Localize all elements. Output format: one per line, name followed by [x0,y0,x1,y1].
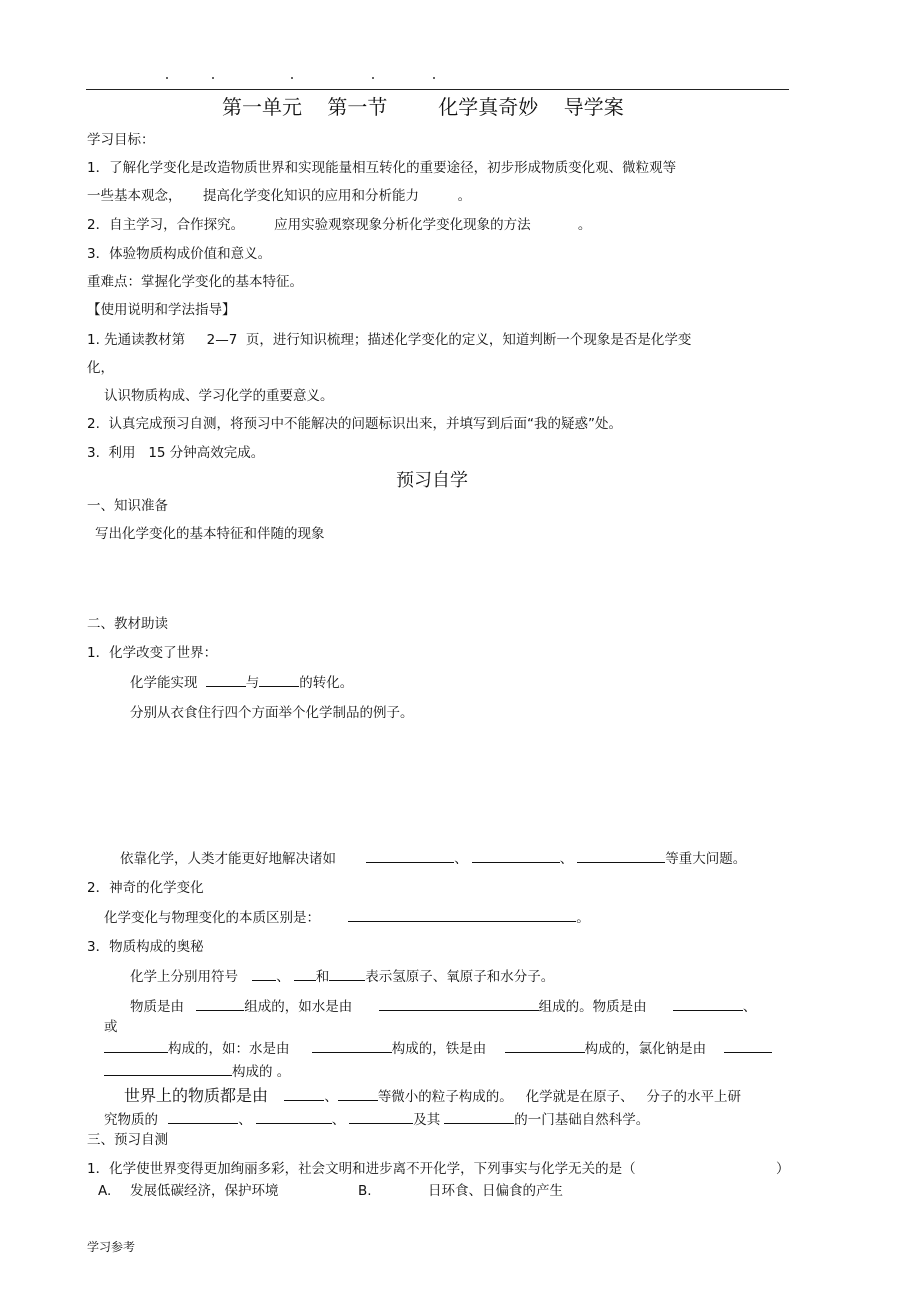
sep: 、 [559,851,574,867]
q3-line2 [130,998,756,1016]
sep: 、 [742,999,757,1015]
blank[interactable] [206,674,246,687]
q2-title: 2．神奇的化学变化 [87,880,204,896]
mc1-option-a-label: A. [98,1183,112,1199]
mc1-option-b: 日环食、日偏食的产生 [428,1183,563,1199]
blank[interactable] [577,850,665,863]
q1-line1-a: 化学能实现 [130,675,198,691]
blank[interactable] [284,1088,324,1101]
q2-line [104,909,590,927]
q1-line1-c: 的转化。 [299,675,354,691]
and: 及其 [413,1112,441,1128]
sep: 、 [238,1112,252,1128]
q1-line3-end: 等重大问题。 [665,851,747,867]
objectives-label: 学习目标： [87,132,155,148]
section-2-heading: 二、教材助读 [87,616,168,632]
q3-line2-b: 组成的，如水是由 [244,999,353,1015]
mc1-stem: 1．化学使世界变得更加绚丽多彩，社会文明和进步离不开化学，下列事实与化学无关的是（ [87,1161,636,1177]
sep: 、 [454,851,468,867]
q2-text: 化学变化与物理变化的本质区别是： [104,910,320,926]
q3-line6 [104,1111,649,1129]
blank[interactable] [379,998,539,1011]
blank[interactable] [196,998,244,1011]
q2-end: 。 [576,910,590,926]
objective-1a: 1．了解化学变化是改造物质世界和实现能量相互转化的重要途径，初步形成物质变化观、微粒观等 [87,160,677,176]
q3-line6-end: 的一门基础自然科学。 [514,1112,650,1128]
q3-line1 [130,968,554,986]
q1-title: 1．化学改变了世界： [87,645,218,661]
q3-line2-a: 物质是由 [130,999,184,1015]
blank[interactable] [259,674,299,687]
q3-line6-a: 究物质的 [104,1112,158,1128]
q3-line3-b: 构成的，铁是由 [391,1041,487,1057]
blank[interactable] [472,850,560,863]
blank[interactable] [294,968,316,981]
mc1-option-b-label: B. [358,1183,372,1199]
instruction-1b: 化， [87,360,114,376]
preview-heading: 预习自学 [396,470,468,491]
header-dot [212,77,214,79]
footer-label: 学习参考 [87,1240,136,1254]
and: 和 [315,969,330,985]
page-title: 第一单元 第一节 化学真奇妙 导学案 [222,95,624,119]
blank[interactable] [366,850,454,863]
q3-line5-b: 等微小的粒子构成的。 化学就是在原子、 分子的水平上研 [377,1089,742,1105]
key-points: 重难点：掌握化学变化的基本特征。 [87,274,303,290]
q3-title: 3．物质构成的奥秘 [87,939,204,955]
instruction-2: 2. 认真完成预习自测，将预习中不能解决的问题标识出来，并填写到后面“我的疑惑”处。 [87,416,622,432]
blank[interactable] [104,1063,232,1076]
instructions-heading: 【使用说明和学法指导】 [87,302,236,318]
q1-line1-b: 与 [245,675,260,691]
q3-line2-c: 组成的。物质是由 [538,999,647,1015]
blank[interactable] [505,1040,585,1053]
blank[interactable] [348,909,576,922]
blank[interactable] [724,1040,772,1053]
section-1-heading: 一、知识准备 [87,498,168,514]
q1-line1 [130,674,353,692]
blank[interactable] [444,1111,514,1124]
q1-line3 [120,850,746,868]
header-dot [372,77,374,79]
q3-line4 [104,1063,290,1081]
q1-line2: 分别从衣食住行四个方面举个化学制品的例子。 [130,705,414,721]
header-rule [86,89,789,90]
blank[interactable] [256,1111,332,1124]
instruction-1c: 认识物质构成、学习化学的重要意义。 [104,388,334,404]
q3-line3 [104,1040,772,1058]
blank[interactable] [168,1111,238,1124]
section-3-heading: 三、预习自测 [87,1132,168,1148]
sep: 、 [331,1112,346,1128]
objective-3: 3．体验物质构成价值和意义。 [87,246,272,262]
instruction-1a: 1. 先通读教材第 2—7 页，进行知识梳理；描述化学变化的定义，知道判断一个现象是否是化学变 [87,332,692,348]
blank[interactable] [673,998,743,1011]
blank[interactable] [104,1040,168,1053]
blank[interactable] [329,968,365,981]
header-dot [166,77,168,79]
q3-line1-a: 化学上分别用符号 [130,969,238,985]
blank[interactable] [349,1111,413,1124]
sep: 、 [276,969,290,985]
objective-2: 2．自主学习，合作探究。 应用实验观察现象分析化学变化现象的方法 。 [87,217,592,233]
section-1-task: 写出化学变化的基本特征和伴随的现象 [95,526,325,542]
q1-line3-a: 依靠化学，人类才能更好地解决诸如 [120,851,336,867]
mc1-option-a: 发展低碳经济，保护环境 [130,1183,279,1199]
header-dot [291,77,293,79]
mc1-paren: ） [776,1161,790,1177]
sep: 、 [324,1089,338,1105]
q3-line5-a: 世界上的物质都是由 [124,1086,269,1105]
header-dot [433,77,435,79]
blank[interactable] [312,1040,392,1053]
blank[interactable] [252,968,276,981]
q3-line3-c: 构成的，氯化钠是由 [584,1041,707,1057]
q3-line4-a: 构成的 。 [232,1064,291,1080]
q3-line2-or: 或 [104,1019,118,1035]
objective-1b: 一些基本观念， 提高化学变化知识的应用和分析能力 。 [87,188,472,204]
instruction-3: 3. 利用 15 分钟高效完成。 [87,445,265,461]
blank[interactable] [338,1088,378,1101]
q3-line5 [124,1085,741,1108]
q3-line3-a: 构成的，如：水是由 [168,1041,290,1057]
q3-line1-end: 表示氢原子、氧原子和水分子。 [365,969,555,985]
